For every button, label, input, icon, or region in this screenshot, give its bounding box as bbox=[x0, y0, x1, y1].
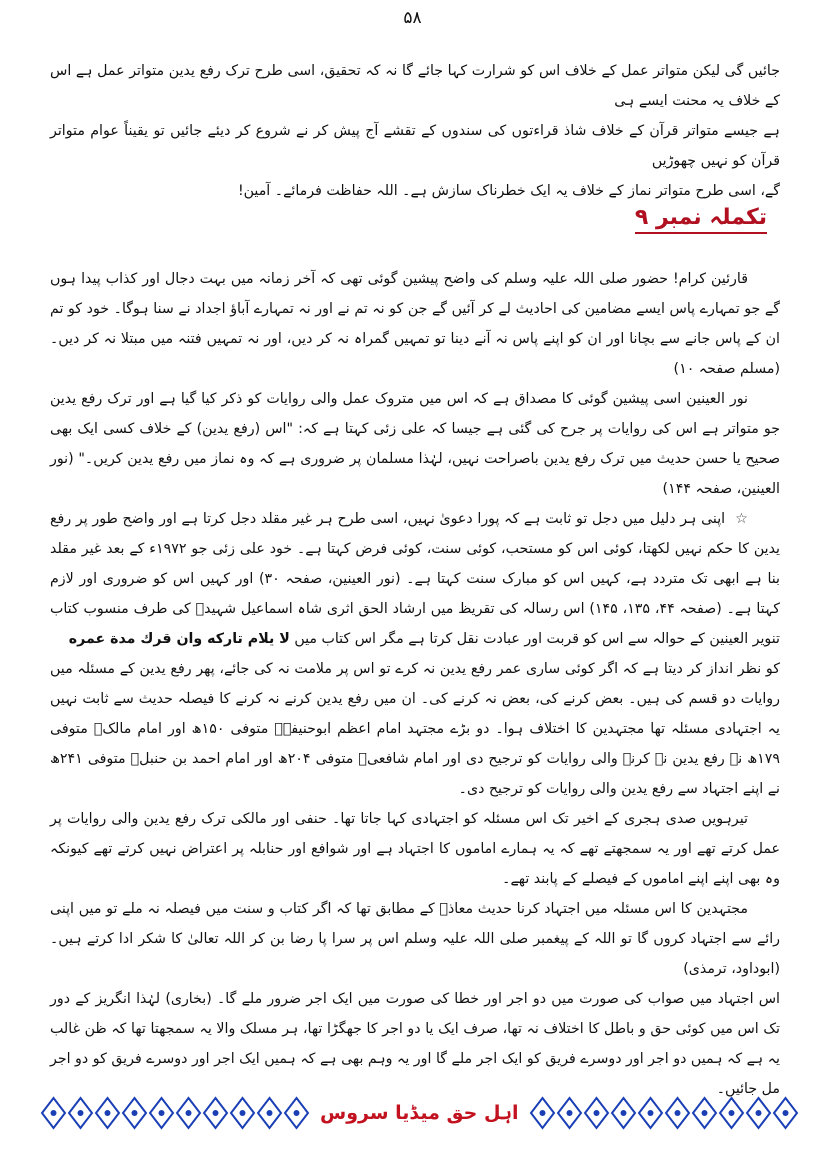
paragraph-reward: اس اجتہاد میں صواب کی صورت میں دو اجر اور خطا کی صورت میں ایک اجر ضرور ملے گا۔ (بخاری) لہٰذا انگریز کے دور تک اس میں کوئی حق و باطل کا اختلاف نہ تھا، صرف ایک یا دو اجر کا جھگڑا تھا، ہر مسلک والا یہ سمجھتا تھا کہ ظن غالب یہ ہے کہ ہمیں دو اجر اور دوسرے فریق کو ایک اجر ملے گا اور یہ وہم بھی ہے کہ ہمیں ایک اجر اور دوسرے فریق کو دو اجر مل جائیں۔ bbox=[50, 991, 780, 1097]
paragraph-prophecy: قارئین کرام! حضور صلی اللہ علیہ وسلم کی واضح پیشین گوئی تھی کہ آخر زمانہ میں بہت دجال اور کذاب پیدا ہوں گے جو تمہارے پاس ایسے مضامین کی احادیث لے کر آئیں گے جن کو نہ تم نے اور نہ تمہارے آباؤ اجداد نے سنا ہوگا۔ خود کو تم ان کے پاس جانے سے بچانا اور ان کو اپنے پاس نہ آنے دینا تو تمہیں گمراہ نہ کر دیں، اور نہ تمہیں فتنہ میں مبتلا نہ کر دیں۔ (مسلم صفحہ ۱۰) bbox=[50, 271, 780, 377]
ornament-icon bbox=[148, 1096, 175, 1130]
section-body bbox=[50, 264, 781, 1097]
ornament-icon bbox=[610, 1096, 637, 1130]
paragraph-dajl-text: اپنی ہر دلیل میں دجل تو ثابت ہے کہ پورا دعویٰ نہیں، اسی طرح ہر غیر مقلد دجل کرتا ہے اور واضح طور پر رفع یدین کا حکم نہیں لکھتا، کوئی اس کو مستحب، کوئی سنت، کوئی فرض کہتا ہے۔ خود علی زئی جو ۱۹۷۲ء کے بعد غیر مقلد بنا ہے ابھی تک متردد ہے، کہیں اس کو مبارک سنت کہتا ہے۔ (نور العینین، صفحہ ۳۰) اور کہیں اس کو ضروری اور لازم کہتا ہے۔ (صفحہ ۴۴، ۱۳۵، ۱۴۵) اس رسالہ کی تقریظ میں ارشاد الحق اثری شاہ اسماعیل شہیدؒ کی طرف منسوب کتاب تنویر العینین کے حوالہ سے اس کو قربت اور عبادت نقل کرتا ہے مگر اس کتاب میں bbox=[50, 511, 781, 647]
intro-paragraph bbox=[50, 56, 780, 199]
ornament-icon bbox=[67, 1096, 94, 1130]
footer-banner bbox=[40, 1092, 785, 1134]
ornament-icon bbox=[121, 1096, 148, 1130]
ornament-icon bbox=[718, 1096, 745, 1130]
ornament-icon bbox=[40, 1096, 67, 1130]
ornament-icon bbox=[691, 1096, 718, 1130]
ornament-icon bbox=[745, 1096, 772, 1130]
ornament-icon bbox=[283, 1096, 310, 1130]
ornament-icon bbox=[664, 1096, 691, 1130]
footer-title: اہل حق میڈیا سروس bbox=[320, 1102, 519, 1124]
paragraph-13th-century: تیرہویں صدی ہجری کے اخیر تک اس مسئلہ کو اجتہادی کہا جاتا تھا۔ حنفی اور مالکی ترک رفع یدین والی روایات پر عمل کرتے تھے اور یہ سمجھتے تھے کہ یہ ہمارے اماموں کا اجتہاد ہے اور شوافع اور حنابلہ پر اعتراض نہیں کرتے تھے کیونکہ وہ بھی اپنے اپنے اماموں کے فیصلے کے پابند تھے۔ bbox=[50, 811, 780, 887]
paragraph-dajl bbox=[50, 504, 780, 654]
intro-line: ہے جیسے متواتر قرآن کے خلاف شاذ قراءتوں کی سندوں کے تقشے آج پیش کر نے شروع کر دیئے جائیں تو یقیناً عوام متواتر قرآن کو نہیں چھوڑیں bbox=[50, 123, 780, 169]
page-number: ۵۸ bbox=[403, 8, 422, 28]
ornament-icon bbox=[529, 1096, 556, 1130]
ornament-icon bbox=[175, 1096, 202, 1130]
ornament-left bbox=[40, 1096, 310, 1130]
intro-line: گے، اسی طرح متواتر نماز کے خلاف یہ ایک خطرناک سازش ہے۔ اللہ حفاظت فرمائے۔ آمین! bbox=[237, 183, 780, 199]
section-heading: تکملہ نمبر ۹ bbox=[635, 205, 767, 234]
ornament-icon bbox=[772, 1096, 799, 1130]
ornament-right bbox=[529, 1096, 799, 1130]
ornament-icon bbox=[94, 1096, 121, 1130]
ornament-icon bbox=[256, 1096, 283, 1130]
ornament-icon bbox=[637, 1096, 664, 1130]
ornament-icon bbox=[229, 1096, 256, 1130]
ornament-icon bbox=[202, 1096, 229, 1130]
ornament-icon bbox=[583, 1096, 610, 1130]
paragraph-ijtihad: کو نظر انداز کر دیتا ہے کہ اگر کوئی ساری عمر رفع یدین نہ کرے تو اس پر ملامت نہ کی جائے، پھر رفع یدین کے مسئلہ میں روایات دو قسم کی ہیں۔ بعض کرنے کی، بعض نہ کرنے کی۔ ان میں رفع یدین کرنے نہ کرنے کا فیصلہ حدیث سے ثابت نہیں یہ اجتہادی مسئلہ تھا مجتہدین کا اختلاف ہوا۔ دو بڑے مجتہد امام اعظم ابوحنیفہؒ متوفی ۱۵۰ھ اور امام مالکؒ متوفی ۱۷۹ھ نے رفع یدین نہ کرنے والی روایات کو ترجیح دی اور امام شافعیؒ متوفی ۲۰۴ھ اور امام احمد بن حنبلؒ متوفی ۲۴۱ھ نے اپنے اجتہاد سے رفع یدین والی روایات کو ترجیح دی۔ bbox=[50, 661, 781, 797]
intro-line: جائیں گی لیکن متواتر عمل کے خلاف اس کو شرارت کہا جائے گا نہ کہ تحقیق، اسی طرح ترک رفع یدین متواتر عمل ہے اس کے خلاف یہ محنت ایسے ہی bbox=[50, 63, 780, 109]
paragraph-nur-ul-ainain: نور العینین اسی پیشین گوئی کا مصداق ہے کہ اس میں متروک عمل والی روایات کو ذکر کیا گیا ہے اور ترک رفع یدین جو متواتر ہے اس کی روایات پر جرح کی گئی ہے جیسا کہ علی زئی کہتا ہے کہ: "اس (رفع یدین) کے خلاف کسی ایک بھی صحیح یا حسن حدیث میں ترک رفع یدین باصراحت نہیں، لہٰذا مسلمان پر ضروری ہے کہ وہ نماز میں رفع یدین کریں۔" (نور العینین، صفحہ ۱۴۴) bbox=[50, 391, 780, 497]
arabic-quote: لا يلام تاركه وان قرك مدة عمره bbox=[68, 631, 290, 647]
paragraph-muadh: مجتہدین کا اس مسئلہ میں اجتہاد کرنا حدیث معاذؓ کے مطابق تھا کہ اگر کتاب و سنت میں فیصلہ نہ ملے تو میں اپنی رائے سے اجتہاد کروں گا تو اللہ کے پیغمبر صلی اللہ علیہ وسلم اس پر سرا پا رضا بن کر اللہ تعالیٰ کا شکر ادا کرتے ہیں۔ (ابوداود، ترمذی) bbox=[50, 901, 780, 977]
ornament-icon bbox=[556, 1096, 583, 1130]
star-icon: ☆ bbox=[735, 511, 748, 527]
